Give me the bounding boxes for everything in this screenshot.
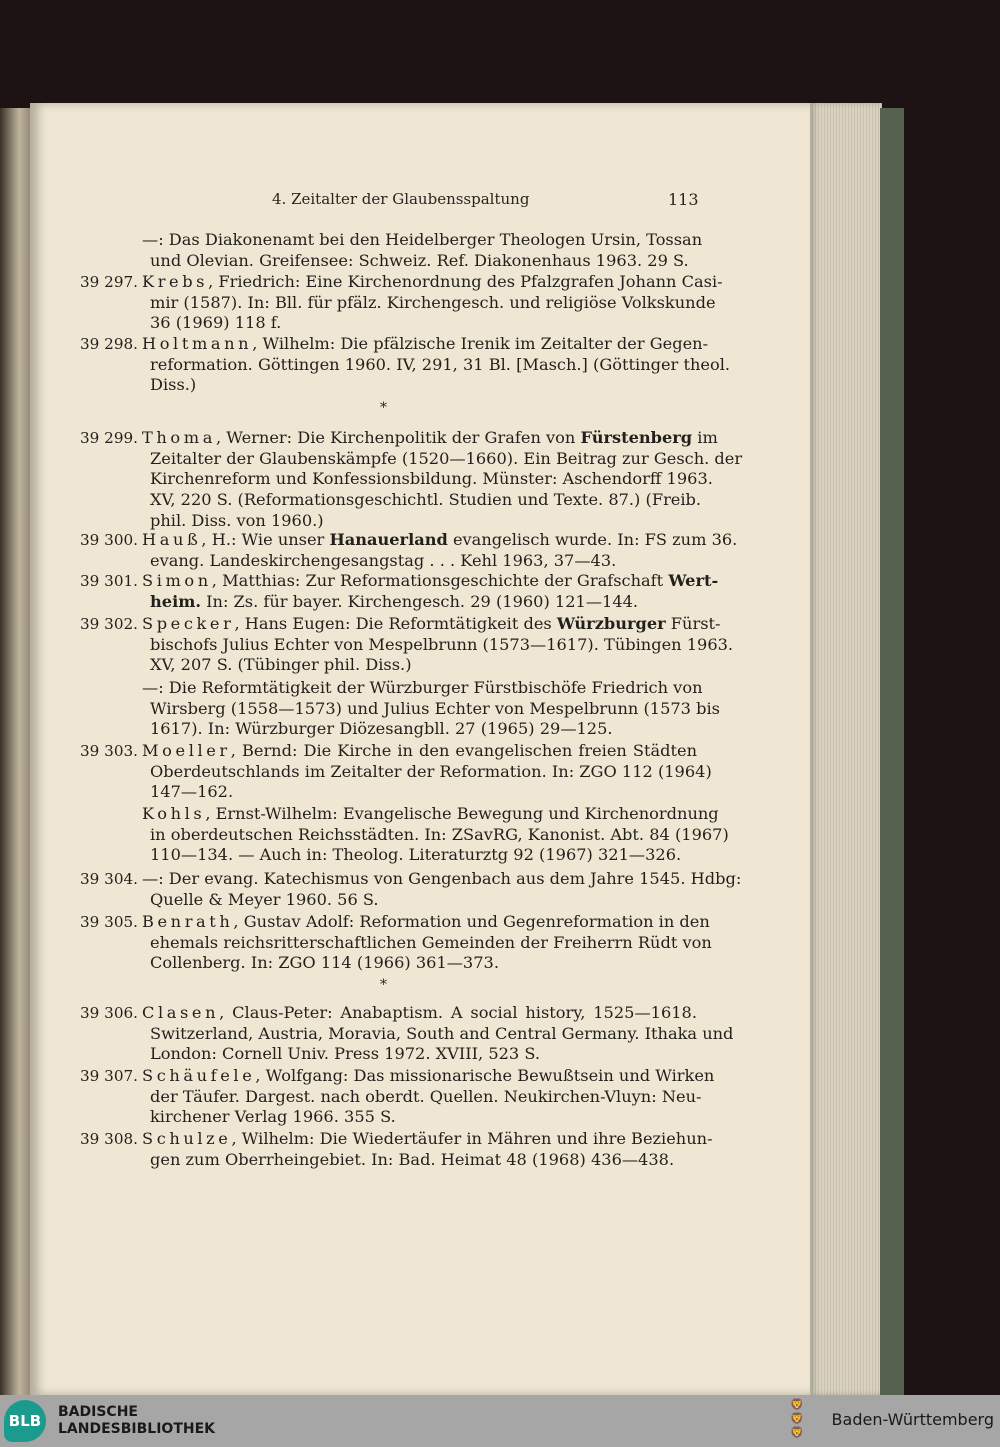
entry-line: Oberdeutschlands im Zeitalter der Reformation. In: ZGO 112 (1964) [150, 761, 712, 781]
entry-line: und Olevian. Greifensee: Schweiz. Ref. Diakonenhaus 1963. 29 S. [150, 250, 689, 270]
entry-line: Simon, Matthias: Zur Reformationsgeschichte der Grafschaft Wert- [142, 571, 719, 590]
entry-line: ehemals reichsritterschaftlichen Gemeinden der Freiherrn Rüdt von [150, 932, 712, 952]
facing-page-edge [0, 108, 32, 1395]
entry-line: Kohls, Ernst-Wilhelm: Evangelische Bewegung und Kirchenordnung [142, 804, 719, 823]
entry-author: Hauß [142, 530, 202, 549]
entry-author: Clasen [142, 1003, 220, 1022]
entry-author: Simon [142, 571, 212, 590]
bibliography-entry [80, 571, 719, 612]
bibliography-entry [80, 272, 723, 334]
entry-number: 39 306. [80, 1004, 138, 1022]
entry-author: Kohls [142, 804, 206, 823]
entry-number: 39 300. [80, 531, 138, 549]
entry-number: 39 304. [80, 870, 138, 888]
entry-line: —: Das Diakonenamt bei den Heidelberger Theologen Ursin, Tossan [142, 230, 703, 249]
entry-line: XV, 207 S. (Tübinger phil. Diss.) [150, 655, 412, 675]
library-name-line1: BADISCHE [58, 1404, 138, 1420]
entry-line: Hauß, H.: Wie unser Hanauerland evangelisch wurde. In: FS zum 36. [142, 530, 738, 549]
entry-line: gen zum Oberrheingebiet. In: Bad. Heimat 48 (1968) 436—438. [150, 1149, 675, 1169]
entry-line: reformation. Göttingen 1960. IV, 291, 31 Bl. [Masch.] (Göttinger theol. [150, 354, 731, 374]
entry-line: 1617). In: Würzburger Diözesangbll. 27 (1965) 29—125. [150, 719, 613, 739]
entry-line: kirchener Verlag 1966. 355 S. [150, 1107, 396, 1127]
entry-author: Schäufele [142, 1066, 256, 1085]
entry-line: Switzerland, Austria, Moravia, South and Central Germany. Ithaka und [150, 1023, 734, 1043]
running-header: 4. Zeitalter der Glaubensspaltung [272, 190, 530, 208]
entry-line: Schulze, Wilhelm: Die Wiedertäufer in Mähren und ihre Beziehun- [142, 1129, 713, 1148]
entry-line: London: Cornell Univ. Press 1972. XVIII, 523 S. [150, 1044, 541, 1064]
entry-line: Diss.) [150, 375, 197, 395]
bibliography-entry [80, 334, 731, 396]
entry-line: Specker, Hans Eugen: Die Reformtätigkeit des Würzburger Fürst- [142, 614, 721, 633]
entry-number: 39 298. [80, 335, 138, 353]
entry-line: in oberdeutschen Reichsstädten. In: ZSavRG, Kanonist. Abt. 84 (1967) [150, 824, 729, 844]
section-separator: * [380, 977, 387, 993]
entry-author: Holtmann [142, 334, 253, 353]
page-number: 113 [668, 190, 699, 209]
entry-line: Kirchenreform und Konfessionsbildung. Münster: Aschendorff 1963. [150, 469, 713, 489]
entry-line: Benrath, Gustav Adolf: Reformation und Gegenreformation in den [142, 912, 710, 931]
entry-line: Zeitalter der Glaubenskämpfe (1520—1660). Ein Beitrag zur Gesch. der [150, 448, 743, 468]
state-name[interactable]: Baden-Württemberg [831, 1410, 994, 1429]
entry-line: der Täufer. Dargest. nach oberdt. Quellen. Neukirchen-Vluyn: Neu- [150, 1086, 702, 1106]
entry-number: 39 302. [80, 615, 138, 633]
entry-line: XV, 220 S. (Reformationsgeschichtl. Studien und Texte. 87.) (Freib. [150, 490, 702, 510]
bibliography-entry [80, 530, 738, 571]
footer-bar [0, 1395, 1000, 1447]
entry-line: Collenberg. In: ZGO 114 (1966) 361—373. [150, 953, 499, 973]
entry-line: mir (1587). In: Bll. für pfälz. Kirchengesch. und religiöse Volkskunde [150, 292, 716, 312]
entry-line: evang. Landeskirchengesangstag . . . Kehl 1963, 37—43. [150, 550, 617, 570]
bibliography-entry [80, 614, 734, 676]
entry-line: 147—162. [150, 782, 234, 802]
entry-author: Benrath [142, 912, 234, 931]
entry-line: Moeller, Bernd: Die Kirche in den evangelischen freien Städten [142, 741, 697, 760]
entry-line: —: Die Reformtätigkeit der Würzburger Fürstbischöfe Friedrich von [142, 678, 703, 697]
bibliography-entry [80, 1066, 715, 1128]
entry-author: Thoma [142, 428, 216, 447]
entry-line: Quelle & Meyer 1960. 56 S. [150, 889, 379, 909]
entry-author: Schulze [142, 1129, 232, 1148]
bibliography-entry [80, 869, 742, 910]
entry-line: Holtmann, Wilhelm: Die pfälzische Irenik im Zeitalter der Gegen- [142, 334, 709, 353]
entry-line: —: Der evang. Katechismus von Gengenbach aus dem Jahre 1545. Hdbg: [142, 869, 742, 888]
bibliography-entry [80, 678, 720, 740]
entry-line: Clasen, Claus-Peter: Anabaptism. A social history, 1525—1618. [142, 1003, 697, 1022]
entry-author: Specker [142, 614, 235, 633]
entry-line: Wirsberg (1558—1573) und Julius Echter von Mespelbrunn (1573 bis [150, 698, 720, 718]
entry-line: Schäufele, Wolfgang: Das missionarische Bewußtsein und Wirken [142, 1066, 715, 1085]
entry-line: heim. In: Zs. für bayer. Kirchengesch. 29 (1960) 121—144. [150, 591, 639, 611]
entry-number: 39 297. [80, 273, 138, 291]
bibliography-entry [80, 230, 703, 271]
library-name-line2: LANDESBIBLIOTHEK [58, 1421, 216, 1437]
bibliography-entry [80, 1003, 734, 1065]
entry-line: 110—134. — Auch in: Theolog. Literaturztg 92 (1967) 321—326. [150, 845, 682, 865]
entry-line: bischofs Julius Echter von Mespelbrunn (1573—1617). Tübingen 1963. [150, 634, 734, 654]
book-cover-edge [880, 108, 904, 1395]
entry-author: Moeller [142, 741, 231, 760]
entry-number: 39 308. [80, 1130, 138, 1148]
entry-author: Krebs [142, 272, 209, 291]
entry-line: phil. Diss. von 1960.) [150, 510, 324, 530]
page-stack-edge [810, 103, 882, 1395]
entry-line: Krebs, Friedrich: Eine Kirchenordnung des Pfalzgrafen Johann Casi- [142, 272, 723, 291]
bibliography-entry [80, 804, 729, 866]
blb-logo[interactable]: BLB [4, 1400, 46, 1442]
entry-number: 39 301. [80, 572, 138, 590]
entry-line: Thoma, Werner: Die Kirchenpolitik der Grafen von Fürstenberg im [142, 428, 718, 447]
bibliography-entry [80, 1129, 713, 1170]
bibliography-entry [80, 912, 712, 974]
library-name[interactable] [58, 1404, 215, 1438]
entry-number: 39 305. [80, 913, 138, 931]
bibliography-entry [80, 741, 712, 803]
entry-line: 36 (1969) 118 f. [150, 313, 282, 333]
coat-of-arms-lions-icon: 🦁 🦁 🦁 [790, 1398, 804, 1439]
bibliography-entry [80, 428, 743, 532]
entry-number: 39 303. [80, 742, 138, 760]
section-separator: * [380, 400, 387, 416]
entry-number: 39 299. [80, 429, 138, 447]
entry-number: 39 307. [80, 1067, 138, 1085]
